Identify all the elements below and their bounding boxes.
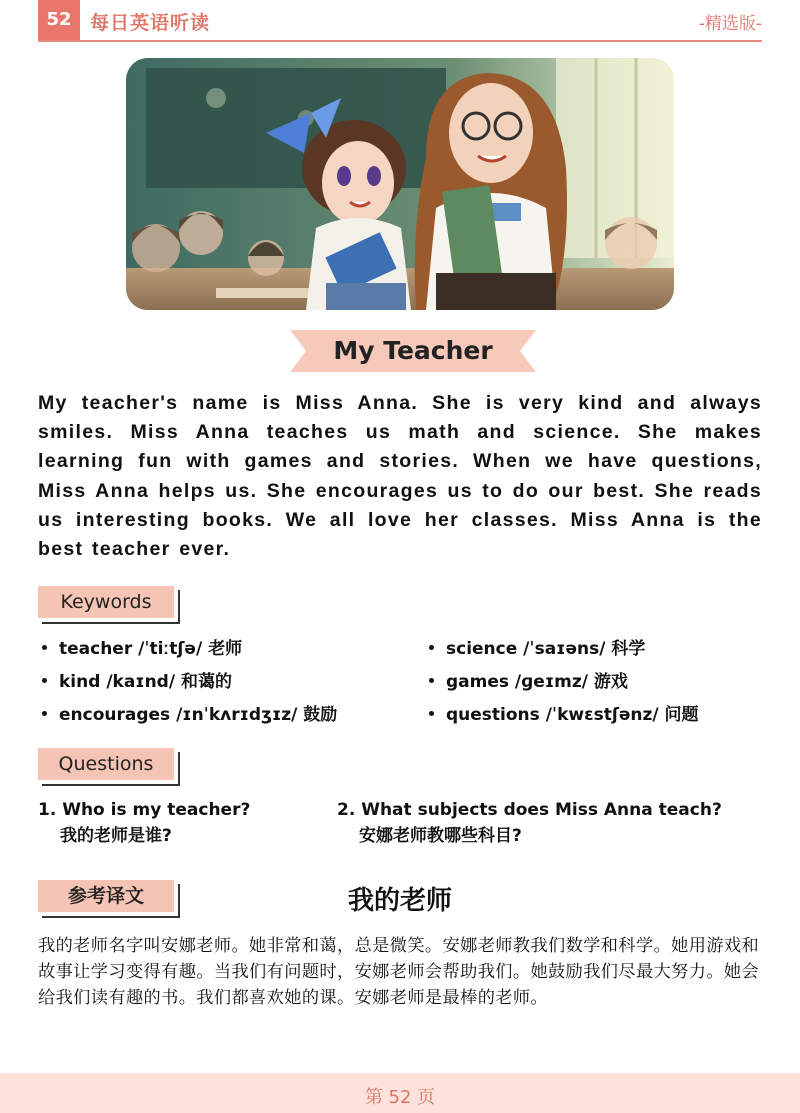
question-english: 2. What subjects does Miss Anna teach?: [337, 800, 722, 820]
questions-tag: [38, 748, 178, 782]
keyword-item: teacher /ˈtiːtʃə/ 老师: [42, 634, 242, 659]
question-item: [38, 797, 250, 849]
series-title: 每日英语听读: [90, 12, 211, 34]
bullet-icon: [42, 645, 47, 650]
keyword-item: questions /ˈkwɛstʃənz/ 问题: [429, 700, 699, 725]
questions-label: Questions: [58, 753, 154, 775]
footer-page-label: 第 52 页: [364, 1087, 436, 1108]
bullet-icon: [42, 711, 47, 716]
translation-tag: [38, 880, 178, 914]
question-item: [337, 797, 722, 849]
keyword-item: games /ɡeɪmz/ 游戏: [429, 667, 628, 692]
keywords-label: Keywords: [60, 591, 152, 613]
page-header: [38, 0, 762, 42]
keyword-item: encourages /ɪnˈkʌrɪdʒɪz/ 鼓励: [42, 700, 337, 725]
page-number-badge: 52: [38, 0, 80, 40]
question-english: 1. Who is my teacher?: [38, 800, 251, 820]
keyword-item: kind /kaɪnd/ 和蔼的: [42, 667, 232, 692]
keyword-item: science /ˈsaɪəns/ 科学: [429, 634, 645, 659]
article-title-ribbon: [290, 330, 536, 372]
chinese-passage: 我的老师名字叫安娜老师。她非常和蔼，总是微笑。安娜老师教我们数学和科学。她用游戏和故事让学习变得有趣。当我们有问题时，安娜老师会帮助我们。她鼓励我们尽最大努力。她会给我们读有趣的书。我们都喜欢她的课。安娜老师是最棒的老师。: [38, 936, 760, 1008]
question-chinese: 安娜老师教哪些科目?: [359, 826, 522, 846]
article-title: My Teacher: [333, 336, 493, 365]
keywords-tag: [38, 586, 178, 620]
classroom-illustration: [126, 58, 674, 310]
translation-label: 参考译文: [67, 885, 144, 907]
bullet-icon: [42, 678, 47, 683]
bullet-icon: [429, 678, 434, 683]
question-chinese: 我的老师是谁?: [60, 826, 172, 846]
english-passage: My teacher's name is Miss Anna. She is very kind and always smiles. Miss Anna teaches us math and science. She makes learning fun with games and stories. When we have questions, Miss Anna helps us. She encourages us to do our best. She reads us interesting books. We all love her classes. Miss Anna is the best teacher ever.: [38, 392, 762, 561]
translation-title: 我的老师: [347, 886, 452, 916]
bullet-icon: [429, 711, 434, 716]
page-footer: [0, 1073, 800, 1113]
bullet-icon: [429, 645, 434, 650]
edition-label: -精选版-: [698, 14, 762, 34]
